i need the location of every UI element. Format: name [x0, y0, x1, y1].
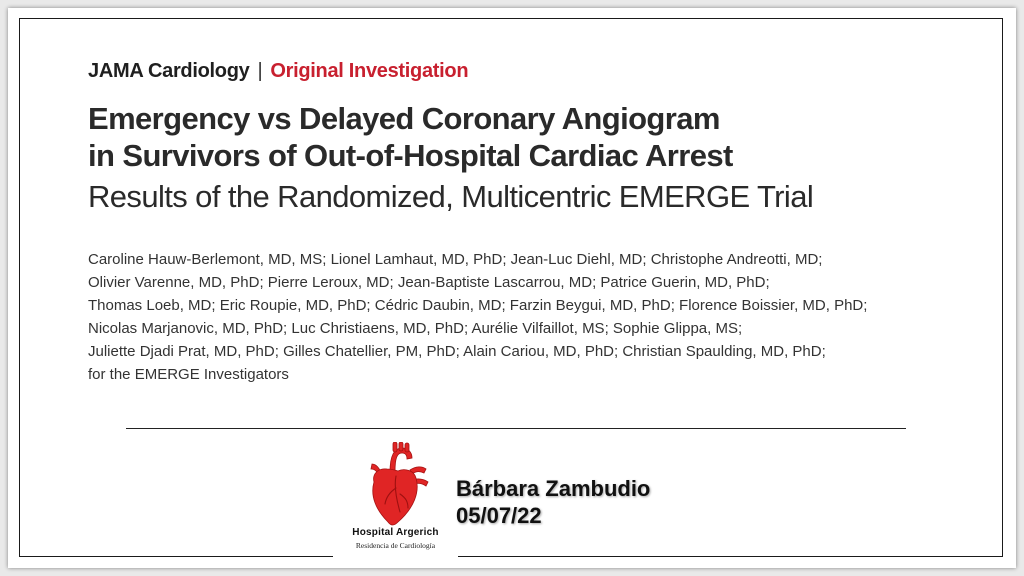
author-line: for the EMERGE Investigators — [88, 366, 289, 383]
title-line: Emergency vs Delayed Coronary Angiogram — [88, 101, 720, 136]
author-line: Thomas Loeb, MD; Eric Roupie, MD, PhD; Cédric Daubin, MD; Farzin Beygui, MD, PhD; Florence Boissier, MD, PhD; — [88, 297, 868, 314]
article-section: Original Investigation — [270, 60, 469, 82]
presenter-info — [456, 475, 650, 529]
hospital-department: Residencia de Cardiología — [355, 541, 436, 550]
author-line: Caroline Hauw-Berlemont, MD, MS; Lionel Lamhaut, MD, PhD; Jean-Luc Diehl, MD; Christophe Andreotti, MD; — [88, 251, 823, 268]
author-line: Juliette Djadi Prat, MD, PhD; Gilles Chatellier, PM, PhD; Alain Cariou, MD, PhD; Christian Spaulding, MD, PhD; — [88, 343, 826, 360]
presenter-name: Bárbara Zambudio — [456, 476, 651, 501]
hospital-logo — [333, 438, 458, 564]
article-subtitle: Results of the Randomized, Multicentric EMERGE Trial — [88, 179, 814, 214]
presentation-date: 05/07/22 — [456, 503, 542, 528]
author-list — [88, 248, 988, 386]
hospital-name: Hospital Argerich — [352, 527, 439, 538]
journal-header — [88, 60, 468, 83]
slide — [8, 8, 1016, 568]
anatomical-heart-icon — [360, 442, 432, 528]
header-separator: | — [257, 60, 263, 82]
divider — [126, 428, 906, 429]
title-line: in Survivors of Out-of-Hospital Cardiac Arrest — [88, 138, 733, 173]
author-line: Nicolas Marjanovic, MD, PhD; Luc Christiaens, MD, PhD; Aurélie Vilfaillot, MS; Sophie Glippa, MS; — [88, 320, 743, 337]
journal-name: JAMA Cardiology — [88, 60, 250, 82]
article-title — [88, 100, 968, 174]
author-line: Olivier Varenne, MD, PhD; Pierre Leroux, MD; Jean-Baptiste Lascarrou, MD; Patrice Guerin, MD, PhD; — [88, 274, 770, 291]
